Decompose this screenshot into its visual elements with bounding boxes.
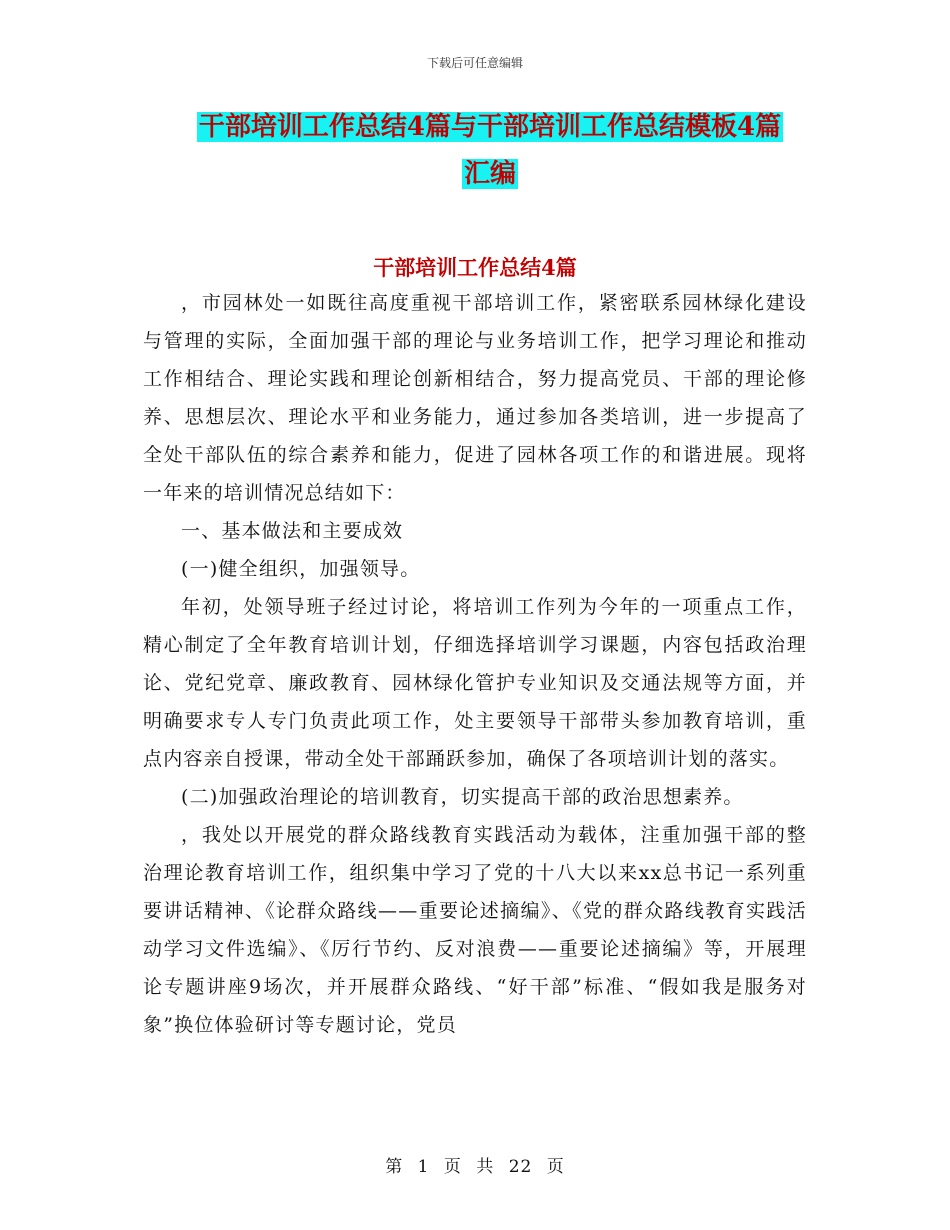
footer-current-page: 1	[417, 1157, 430, 1177]
document-title-line1: 干部培训工作总结4篇与干部培训工作总结模板4篇	[198, 112, 782, 142]
footer-label-total: 共	[476, 1157, 495, 1177]
body-paragraph: ，市园林处一如既往高度重视干部培训工作，紧密联系园林绿化建设与管理的实际，全面加强干部的理论与业务培训工作，把学习理论和推动工作相结合、理论实践和理论创新相结合，努力提高党员、干部的理论修养、思想层次、理论水平和业务能力，通过参加各类培训，进一步提高了全处干部队伍的综合素养和能力，促进了园林各项工作的和谐进展。现将一年来的培训情况总结如下：	[143, 292, 807, 504]
header-note: 下载后可任意编辑	[426, 56, 523, 70]
document-body	[143, 284, 807, 1044]
body-subheading: (二)加强政治理论的培训教育，切实提高干部的政治思想素养。	[181, 786, 744, 808]
body-heading: 一、基本做法和主要成效	[181, 520, 404, 542]
document-title	[160, 104, 820, 198]
section-title: 干部培训工作总结4篇	[373, 255, 577, 280]
footer-label-unit2: 页	[546, 1157, 565, 1177]
footer-label-unit: 页	[443, 1157, 462, 1177]
page-footer	[0, 1152, 950, 1177]
footer-label-page: 第	[385, 1157, 404, 1177]
body-paragraph: ，我处以开展党的群众路线教育实践活动为载体，注重加强干部的整治理论教育培训工作，组织集中学习了党的十八大以来xx总书记一系列重要讲话精神、《论群众路线——重要论述摘编》、《党的群众路线教育实践活动学习文件选编》、《厉行节约、反对浪费——重要论述摘编》等，开展理论专题讲座9场次，并开展群众路线、“好干部”标准、“假如我是服务对象”换位体验研讨等专题讨论，党员	[143, 824, 807, 1036]
body-paragraph: 年初，处领导班子经过讨论，将培训工作列为今年的一项重点工作，精心制定了全年教育培训计划，仔细选择培训学习课题，内容包括政治理论、党纪党章、廉政教育、园林绿化管护专业知识及交通法规等方面，并明确要求专人专门负责此项工作，处主要领导干部带头参加教育培训，重点内容亲自授课，带动全处干部踊跃参加，确保了各项培训计划的落实。	[143, 596, 807, 770]
document-title-line2: 汇编	[463, 159, 516, 189]
footer-total-pages: 22	[508, 1157, 533, 1177]
body-subheading: (一)健全组织，加强领导。	[181, 558, 421, 580]
